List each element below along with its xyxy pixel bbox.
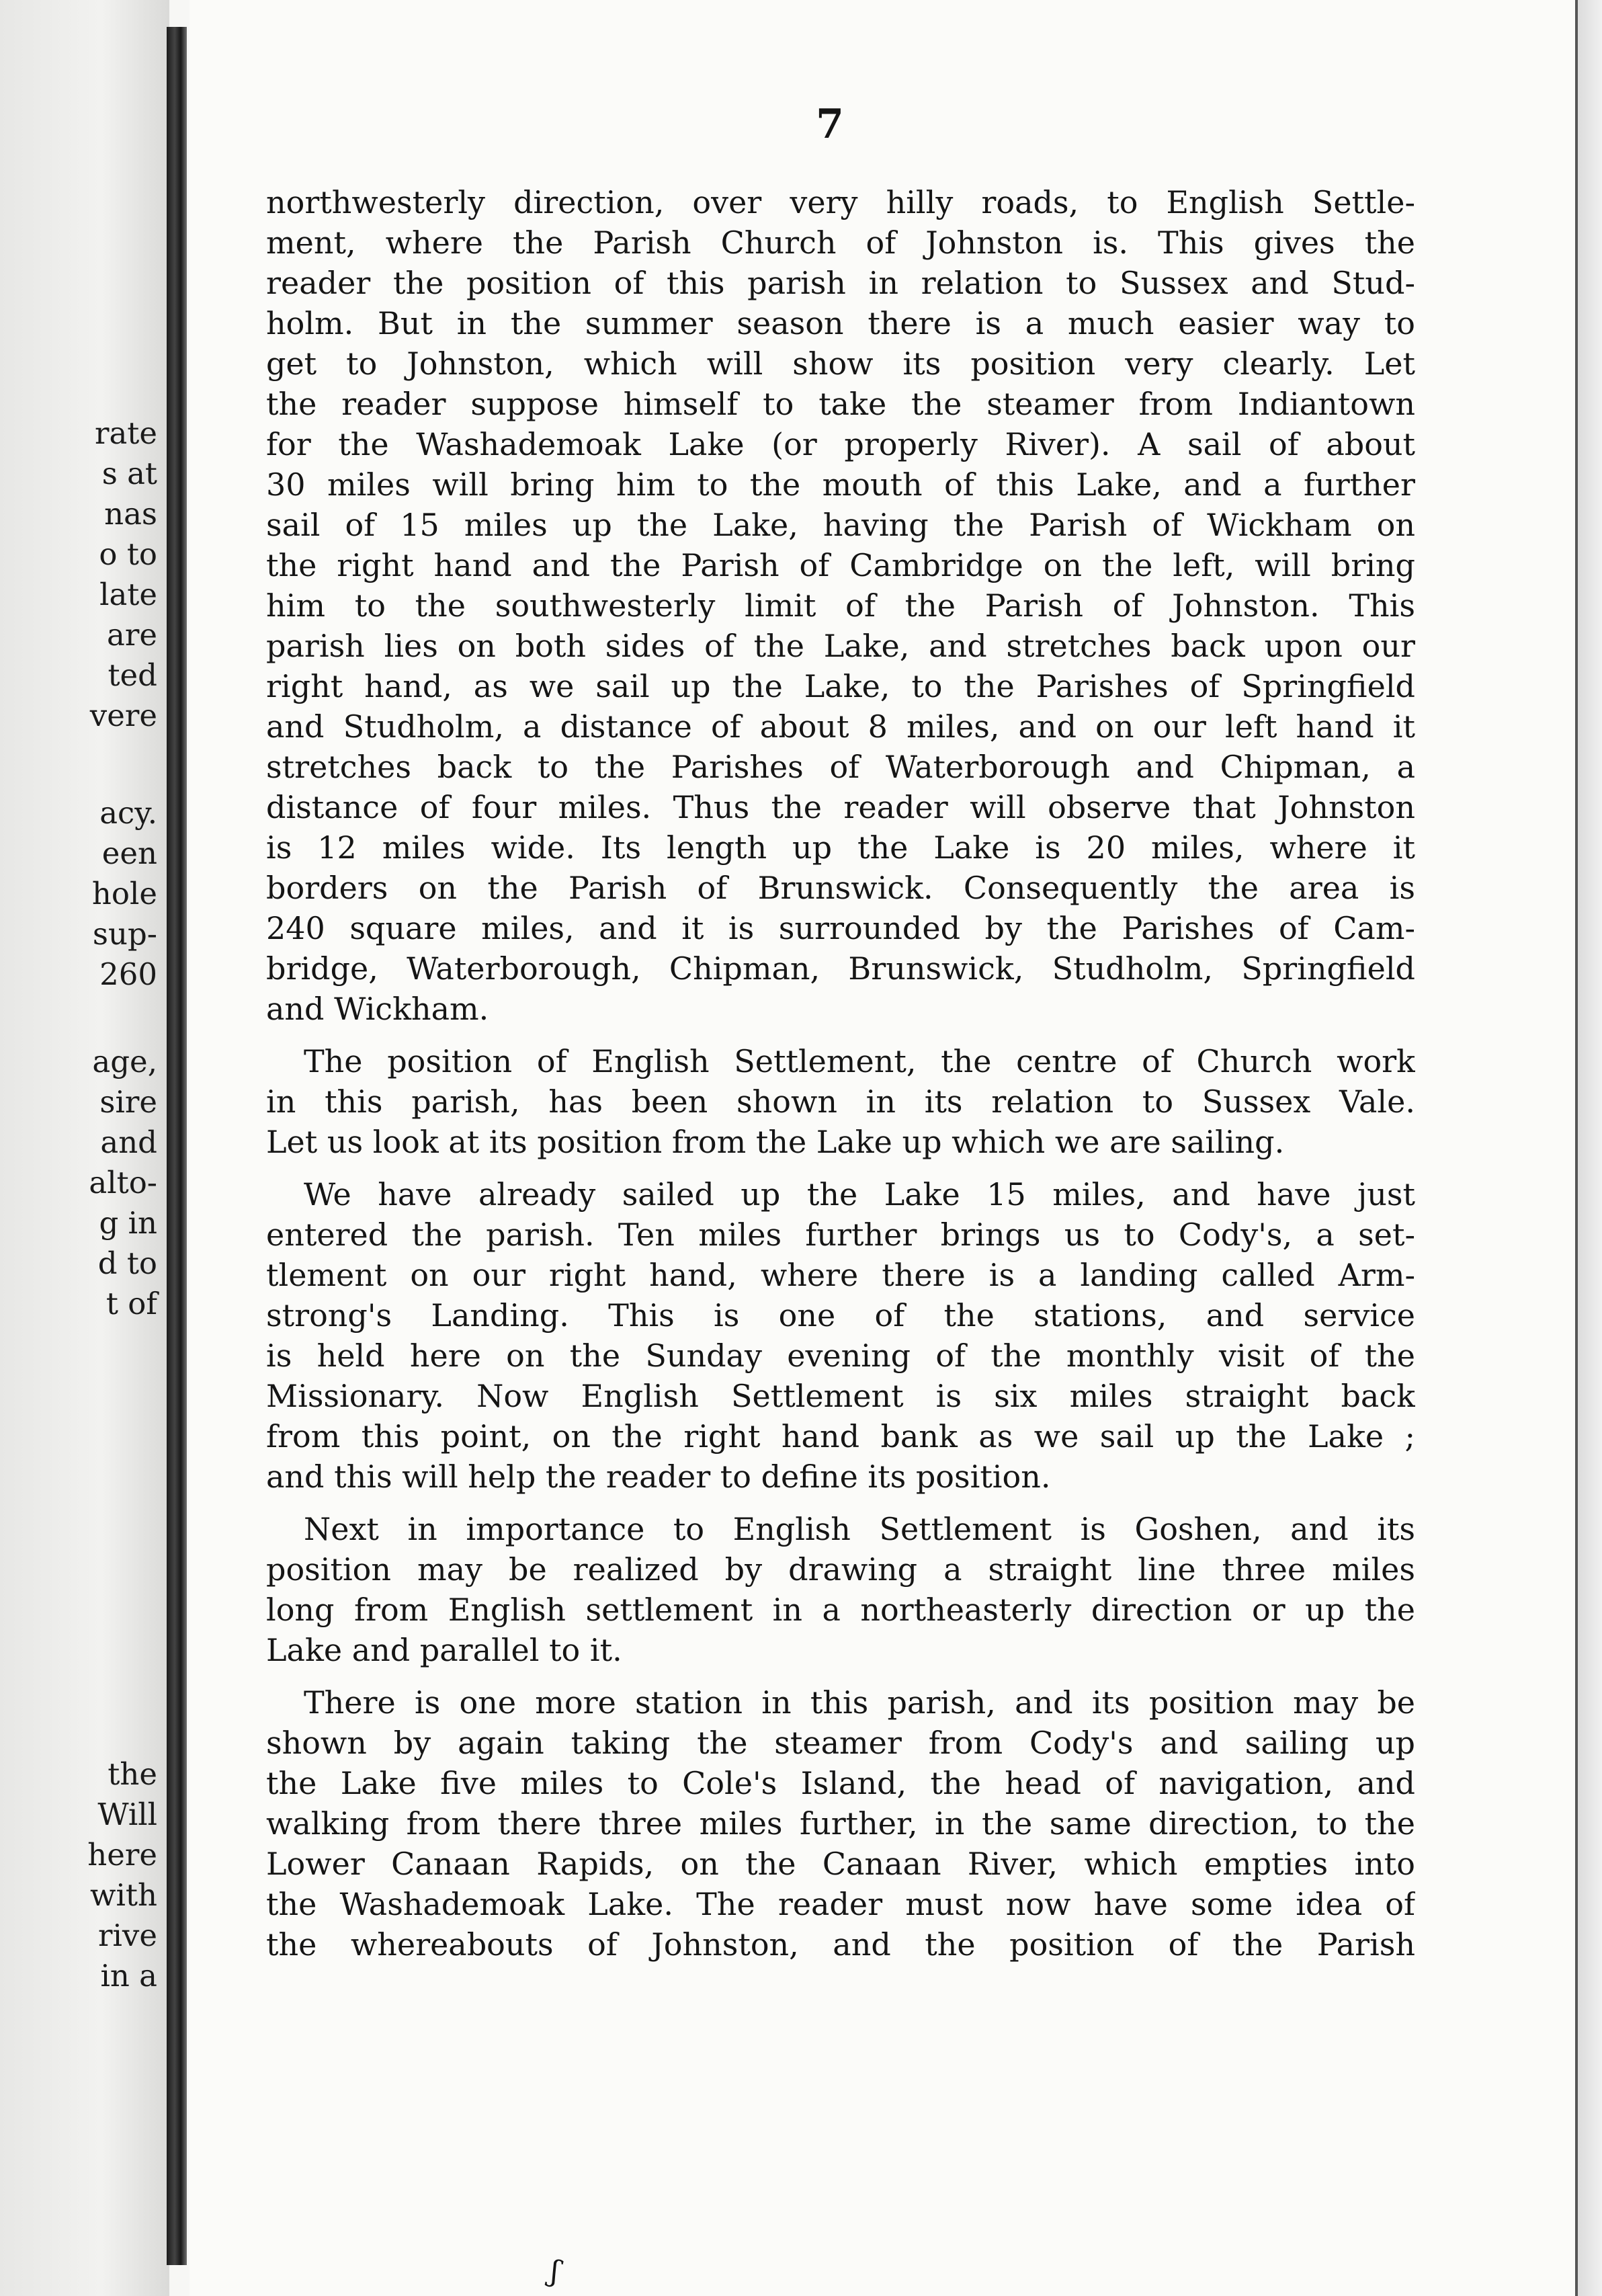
margin-text-fragment: vere (89, 698, 157, 733)
text-line: the whereabouts of Johnston, and the position of the Parish (266, 1926, 1415, 1963)
text-line: tlement on our right hand, where there is a landing called Arm- (266, 1257, 1415, 1293)
text-line: borders on the Parish of Brunswick. Consequently the area is (266, 870, 1415, 906)
text-line: position may be realized by drawing a straight line three miles (266, 1551, 1415, 1588)
text-line: walking from there three miles further, in the same direction, to the (266, 1805, 1415, 1842)
text-line: distance of four miles. Thus the reader will observe that Johnston (266, 789, 1415, 825)
text-line: Lower Canaan Rapids, on the Canaan River, which empties into (266, 1846, 1415, 1882)
margin-text-fragment: g in (99, 1205, 157, 1241)
margin-text-fragment: 260 (99, 956, 157, 992)
text-line: sail of 15 miles up the Lake, having the Parish of Wickham on (266, 507, 1415, 543)
text-line: right hand, as we sail up the Lake, to the Parishes of Springfield (266, 668, 1415, 704)
text-line: 240 square miles, and it is surrounded by the Parishes of Cam- (266, 910, 1415, 946)
margin-text-fragment: d to (97, 1245, 157, 1281)
text-line: Next in importance to English Settlement is Goshen, and its (304, 1511, 1415, 1547)
text-line: There is one more station in this parish, and its position may be (304, 1684, 1415, 1721)
margin-text-fragment: with (90, 1877, 157, 1913)
margin-text-fragment: Will (97, 1797, 157, 1832)
text-line: ment, where the Parish Church of Johnston is. This gives the (266, 224, 1415, 261)
margin-text-fragment: s at (101, 456, 157, 491)
text-line: and this will help the reader to define its position. (266, 1459, 1051, 1495)
margin-text-fragment: rive (98, 1918, 157, 1953)
paragraph (266, 1682, 1415, 1965)
book-spine-shadow (167, 27, 187, 2265)
stray-ink-mark: ʃ (547, 2254, 564, 2289)
paragraph (266, 1509, 1415, 1670)
text-line: in this parish, has been shown in its relation to Sussex Vale. (266, 1083, 1415, 1120)
page-number: 7 (816, 101, 844, 148)
text-line: holm. But in the summer season there is a much easier way to (266, 305, 1415, 341)
margin-text-fragment: alto- (89, 1165, 157, 1200)
margin-text-fragment: t of (106, 1286, 157, 1321)
text-line: the right hand and the Parish of Cambridge on the left, will bring (266, 547, 1415, 583)
text-line: 30 miles will bring him to the mouth of this Lake, and a further (266, 466, 1415, 503)
text-line: and Wickham. (266, 991, 489, 1027)
text-line: and Studholm, a distance of about 8 miles, and on our left hand it (266, 708, 1415, 745)
facing-page-fragment (0, 0, 169, 2296)
text-line: him to the southwesterly limit of the Parish of Johnston. This (266, 587, 1415, 624)
margin-text-fragment: sire (99, 1084, 157, 1120)
text-line: reader the position of this parish in relation to Sussex and Stud- (266, 265, 1415, 301)
text-line: shown by again taking the steamer from Cody's and sailing up (266, 1725, 1415, 1761)
margin-text-fragment: are (107, 617, 157, 653)
text-line: bridge, Waterborough, Chipman, Brunswick, Studholm, Springfield (266, 950, 1415, 987)
margin-text-fragment: o to (99, 536, 157, 572)
margin-text-fragment: nas (104, 496, 157, 532)
margin-text-fragment: and (100, 1124, 157, 1160)
margin-text-fragment: age, (92, 1044, 157, 1079)
text-line: Lake and parallel to it. (266, 1632, 622, 1668)
text-line: parish lies on both sides of the Lake, and stretches back upon our (266, 628, 1415, 664)
text-line: is 12 miles wide. Its length up the Lake is 20 miles, where it (266, 829, 1415, 866)
margin-text-fragment: een (101, 835, 157, 871)
paragraph (266, 1174, 1415, 1497)
text-line: entered the parish. Ten miles further brings us to Cody's, a set- (266, 1217, 1415, 1253)
margin-text-fragment: sup- (92, 916, 157, 952)
margin-text-fragment: late (99, 577, 157, 612)
text-line: the Washademoak Lake. The reader must now have some idea of (266, 1886, 1415, 1922)
body-text (266, 182, 1415, 1965)
text-line: northwesterly direction, over very hilly roads, to English Settle- (266, 184, 1415, 220)
text-line: get to Johnston, which will show its position very clearly. Let (266, 345, 1415, 382)
margin-text-fragment: the (108, 1756, 157, 1792)
margin-text-fragment: ted (108, 657, 157, 693)
text-line: The position of English Settlement, the centre of Church work (304, 1043, 1415, 1079)
text-line: the Lake five miles to Cole's Island, the head of navigation, and (266, 1765, 1415, 1801)
text-line: for the Washademoak Lake (or properly River). A sail of about (266, 426, 1415, 462)
text-line: We have already sailed up the Lake 15 miles, and have just (304, 1176, 1415, 1213)
text-line: strong's Landing. This is one of the stations, and service (266, 1297, 1415, 1334)
paragraph (266, 182, 1415, 1029)
text-line: is held here on the Sunday evening of the monthly visit of the (266, 1338, 1415, 1374)
page-edge (1575, 0, 1602, 2296)
text-line: Missionary. Now English Settlement is six miles straight back (266, 1378, 1415, 1414)
margin-text-fragment: hole (91, 876, 157, 911)
text-line: stretches back to the Parishes of Waterborough and Chipman, a (266, 749, 1415, 785)
margin-text-fragment: acy. (99, 795, 157, 831)
margin-text-fragment: here (87, 1837, 157, 1873)
text-line: long from English settlement in a northeasterly direction or up the (266, 1592, 1415, 1628)
margin-text-fragment: in a (100, 1958, 157, 1994)
margin-text-fragment: rate (94, 415, 157, 451)
paragraph (266, 1041, 1415, 1162)
text-line: Let us look at its position from the Lake up which we are sailing. (266, 1124, 1285, 1160)
text-line: the reader suppose himself to take the steamer from Indiantown (266, 386, 1415, 422)
text-line: from this point, on the right hand bank as we sail up the Lake ; (266, 1418, 1415, 1454)
